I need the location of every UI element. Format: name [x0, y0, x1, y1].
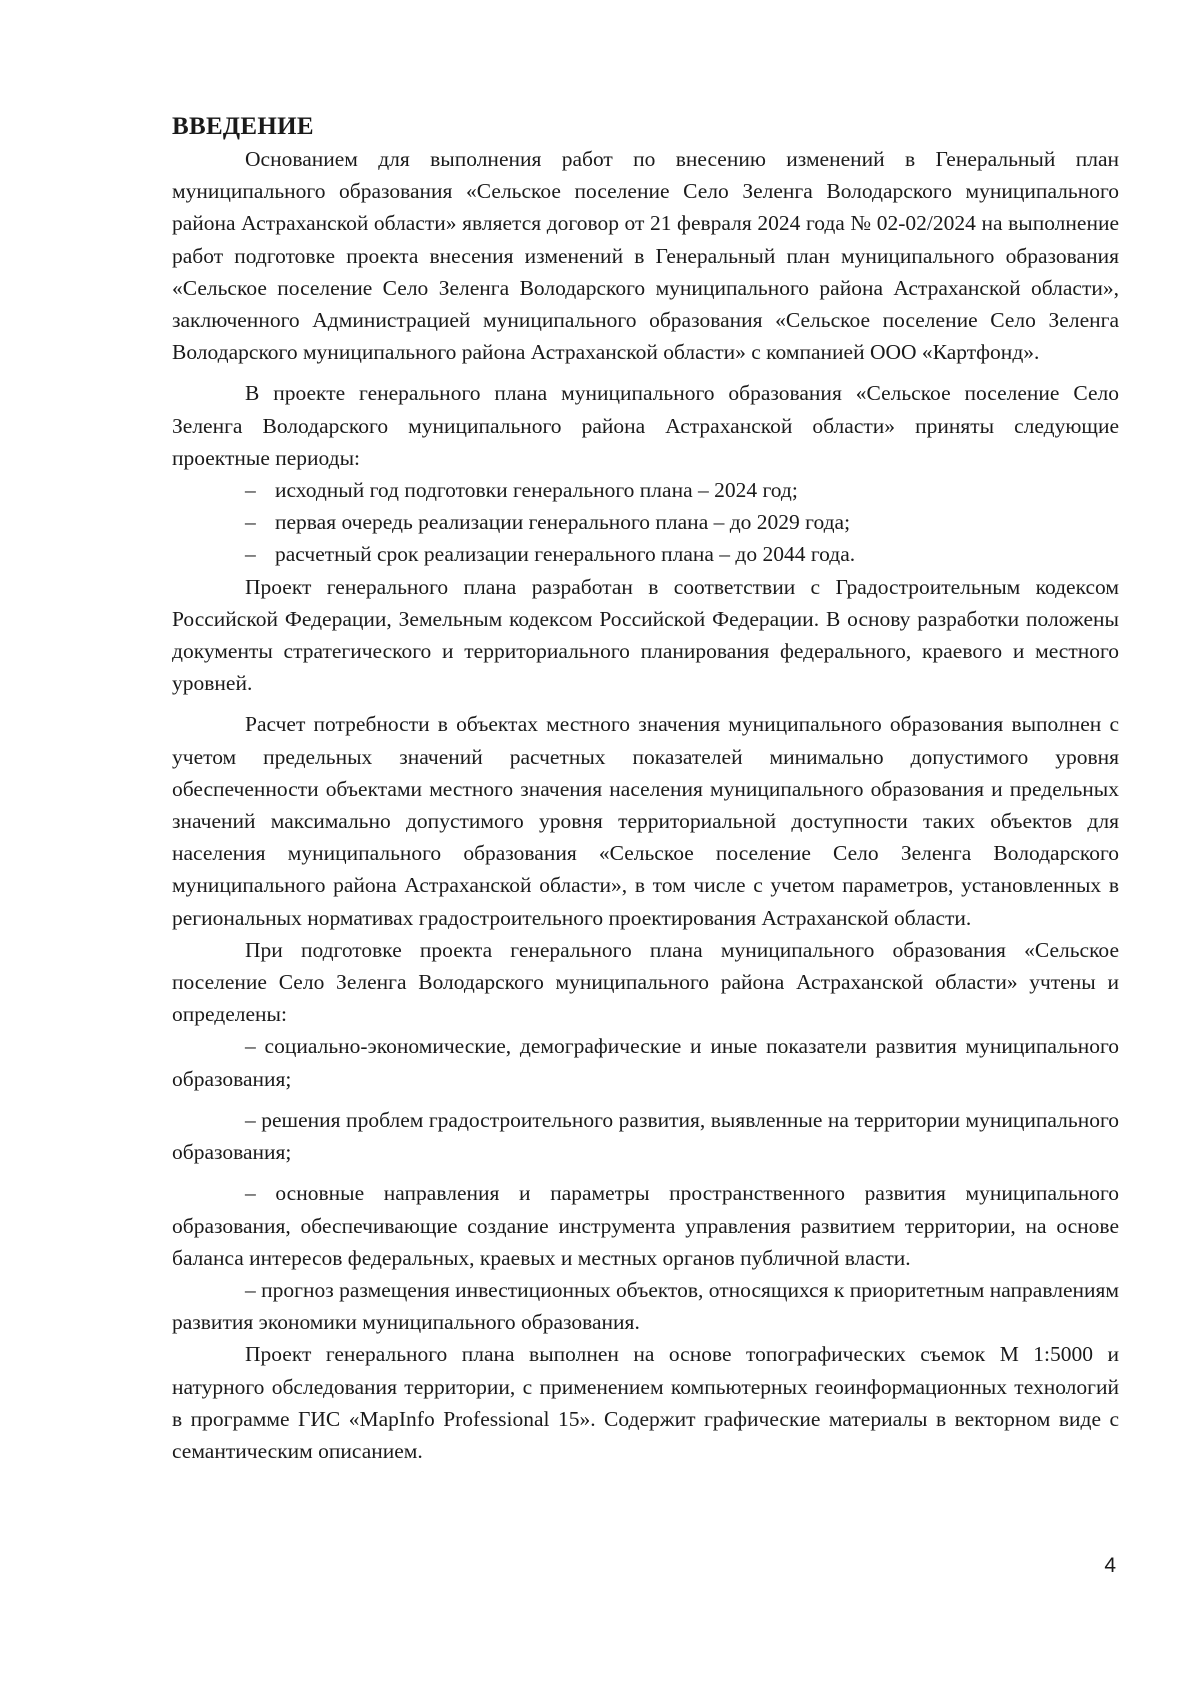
paragraph-periods-intro: В проекте генерального плана муниципального образования «Сельское поселение Село Зеленга Володарского муниципального района Астраханской области» приняты следующие проектные периоды: — [172, 381, 1119, 470]
section-heading: ВВЕДЕНИЕ — [172, 113, 314, 140]
period-item-text: расчетный срок реализации генерального плана – до 2044 года. — [275, 542, 856, 567]
page-content — [172, 111, 1119, 1467]
considered-item: – решения проблем градостроительного развития, выявленные на территории муниципального образования; — [172, 1107, 1119, 1165]
period-item-text: исходный год подготовки генерального плана – 2024 год; — [275, 478, 798, 503]
period-item — [172, 474, 1119, 506]
period-item-text: первая очередь реализации генерального плана – до 2029 года; — [275, 510, 851, 535]
dash-marker: – — [245, 478, 256, 503]
paragraph-calculation: Расчет потребности в объектах местного значения муниципального образования выполнен с учетом предельных значений расчетных показателей минимально допустимого уровня обеспеченности объектами местного значения населения муниципального образования и предельных значений максимально допустимого уровня территориальной доступности таких объектов для населения муниципального образования «Сельское поселение Село Зеленга Володарского муниципального района Астраханской области», в том числе с учетом параметров, установленных в региональных нормативах градостроительного проектирования Астраханской области. — [172, 712, 1119, 930]
dash-marker: – — [245, 542, 256, 567]
page-number: 4 — [1104, 1554, 1116, 1577]
considered-item: – основные направления и параметры пространственного развития муниципального образования, обеспечивающие создание инструмента управления развитием территории, на основе баланса интересов федеральных, краевых и местных органов публичной власти. — [172, 1181, 1119, 1270]
dash-marker: – — [245, 510, 256, 535]
period-item — [172, 538, 1119, 570]
paragraph-basis: Основанием для выполнения работ по внесению изменений в Генеральный план муниципального образования «Сельское поселение Село Зеленга Володарского муниципального района Астраханской области» является договор от 21 февраля 2024 года № 02-02/2024 на выполнение работ подготовке проекта внесения изменений в Генеральный план муниципального образования «Сельское поселение Село Зеленга Володарского муниципального района Астраханской области», заключенного Администрацией муниципального образования «Сельское поселение Село Зеленга Володарского муниципального района Астраханской области» с компанией ООО «Картфонд». — [172, 147, 1119, 365]
paragraph-legal-basis: Проект генерального плана разработан в соответствии с Градостроительным кодексом Российской Федерации, Земельным кодексом Российской Федерации. В основу разработки положены документы стратегического и территориального планирования федерального, краевого и местного уровней. — [172, 574, 1119, 696]
period-item — [172, 506, 1119, 538]
paragraph-methodology: Проект генерального плана выполнен на основе топографических съемок М 1:5000 и натурного обследования территории, с применением компьютерных геоинформационных технологий в программе ГИС «MapInfo Professional 15». Содержит графические материалы в векторном виде с семантическим описанием. — [172, 1342, 1119, 1463]
considered-item: – социально-экономические, демографические и иные показатели развития муниципального образования; — [172, 1034, 1119, 1091]
considered-item: – прогноз размещения инвестиционных объектов, относящихся к приоритетным направлениям развития экономики муниципального образования. — [172, 1277, 1119, 1335]
paragraph-considered-intro: При подготовке проекта генерального плана муниципального образования «Сельское поселение Село Зеленга Володарского муниципального района Астраханской области» учтены и определены: — [172, 937, 1119, 1027]
